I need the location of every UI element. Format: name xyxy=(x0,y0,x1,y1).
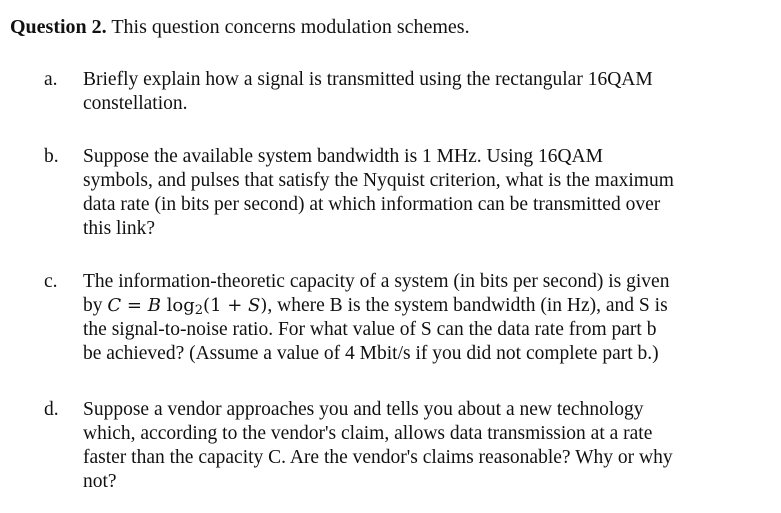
text-line: symbols, and pulses that satisfy the Nyquist criterion, what is the maximum xyxy=(83,170,674,191)
part-text xyxy=(83,145,764,241)
question-part-b xyxy=(44,145,764,241)
capacity-formula xyxy=(107,295,267,316)
text-line: data rate (in bits per second) at which information can be transmitted over xyxy=(83,194,661,215)
part-marker: d. xyxy=(44,399,59,420)
question-part-a xyxy=(44,68,764,116)
text-line-with-formula xyxy=(83,294,764,318)
formula-log-base: 2 xyxy=(194,303,204,318)
text-line: this link? xyxy=(83,218,156,239)
text-fragment: by xyxy=(83,295,108,316)
part-text xyxy=(83,398,764,494)
question-number: Question 2. xyxy=(10,16,107,38)
part-marker: a. xyxy=(44,69,58,90)
question-title: This question concerns modulation schemes. xyxy=(111,16,470,38)
text-fragment: , where B is the system bandwidth (in Hz), and S is xyxy=(267,295,668,316)
text-line: faster than the capacity C. Are the vendor's claims reasonable? Why or why xyxy=(83,447,673,468)
formula-close-paren: ) xyxy=(260,295,268,316)
part-marker: c. xyxy=(44,271,58,292)
text-line: be achieved? (Assume a value of 4 Mbit/s if you did not complete part b.) xyxy=(83,343,659,364)
part-text xyxy=(83,68,764,116)
text-line: the signal-to-noise ratio. For what value of S can the data rate from part b xyxy=(83,319,657,340)
question-part-c xyxy=(44,270,764,366)
part-text xyxy=(83,270,764,366)
formula-log: log xyxy=(160,295,195,316)
formula-bandwidth-symbol: B xyxy=(147,295,161,316)
text-line: which, according to the vendor's claim, allows data transmission at a rate xyxy=(83,423,653,444)
question-part-d xyxy=(44,398,764,494)
formula-equals: = xyxy=(121,295,148,316)
text-line: Briefly explain how a signal is transmitted using the rectangular 16QAM xyxy=(83,69,653,90)
part-marker: b. xyxy=(44,146,59,167)
text-line: Suppose a vendor approaches you and tells you about a new technology xyxy=(83,399,644,420)
text-line: constellation. xyxy=(83,93,188,114)
question-heading xyxy=(10,15,470,39)
text-line: not? xyxy=(83,471,117,492)
text-line: Suppose the available system bandwidth is 1 MHz. Using 16QAM xyxy=(83,146,603,167)
formula-snr-symbol: S xyxy=(248,295,261,316)
text-line: The information-theoretic capacity of a system (in bits per second) is given xyxy=(83,271,670,292)
formula-open-paren: (1 + xyxy=(203,295,249,316)
formula-capacity-symbol: C xyxy=(107,295,122,316)
